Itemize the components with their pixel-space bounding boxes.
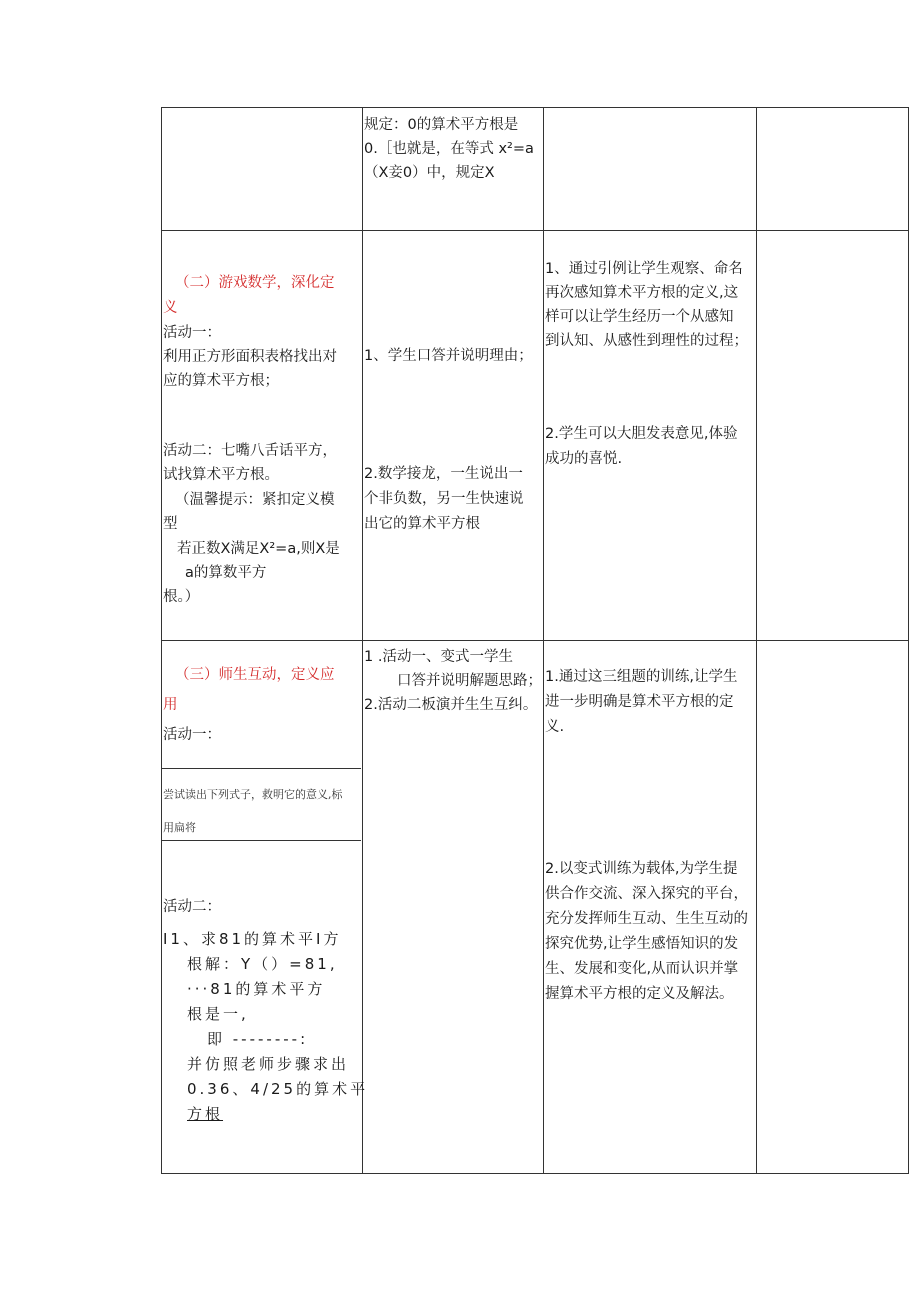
hint-line-1: （温馨提示：紧扣定义模 bbox=[175, 492, 335, 508]
example-line-1: I1、求81的算术平I方 bbox=[163, 930, 342, 948]
row-divider-2 bbox=[161, 640, 909, 641]
intent-1-line-3: 样可以让学生经历一个从感知 bbox=[545, 309, 734, 325]
activity-2-line-1: 活动二：七嘴八舌话平方， bbox=[163, 443, 337, 459]
intent-r3-2-line-3: 充分发挥师生互动、生生互动的 bbox=[545, 911, 748, 927]
intent-2-line-1: 2.学生可以大胆发表意见,体验 bbox=[545, 426, 738, 442]
intent-r3-1-line-2: 进一步明确是算术平方根的定 bbox=[545, 694, 734, 710]
hint-line-2: 型 bbox=[163, 516, 178, 532]
example-line-3: ···81的算术平方 bbox=[187, 980, 326, 998]
intent-r3-2-line-4: 探究优势,让学生感悟知识的发 bbox=[545, 936, 739, 952]
table-border-top bbox=[161, 107, 909, 108]
student-activity-2-line-3: 出它的算术平方根 bbox=[364, 516, 480, 532]
example-line-2: 根解：Y（）=81, bbox=[187, 955, 338, 973]
activity-1-label-r3: 活动一： bbox=[163, 727, 221, 743]
intent-r3-2-line-5: 生、发展和变化,从而认识并掌 bbox=[545, 961, 739, 977]
example-line-4: 根是一, bbox=[187, 1005, 249, 1023]
activity-1-text-1: 利用正方形面积表格找出对 bbox=[163, 349, 337, 365]
intent-1-line-1: 1、通过引例让学生观察、命名 bbox=[545, 261, 743, 277]
activity-1-label: 活动一： bbox=[163, 325, 221, 341]
student-activity-2-line-2: 个非负数，另一生快速说 bbox=[364, 491, 524, 507]
definition-line-1: 规定：0的算术平方根是 bbox=[364, 117, 519, 133]
activity-2-line-2: 试找算术平方根。 bbox=[163, 467, 279, 483]
hint-line-4: a的算数平方 bbox=[185, 565, 267, 581]
example-line-7: 0.36、4/25的算术平 bbox=[187, 1080, 369, 1098]
activity-2-label-r3: 活动二： bbox=[163, 899, 221, 915]
student-activity-2-line-1: 2.数学接龙，一生说出一 bbox=[364, 466, 523, 482]
intent-r3-1-line-1: 1.通过这三组题的训练,让学生 bbox=[545, 669, 738, 685]
lesson-plan-table bbox=[161, 107, 909, 1174]
example-line-8: 方根 bbox=[187, 1105, 224, 1123]
inner-divider-1 bbox=[161, 768, 361, 769]
definition-line-2: 0.［也就是，在等式 x²=a bbox=[364, 141, 534, 157]
hint-line-5: 根。） bbox=[163, 589, 200, 605]
section-title-2-line-1: （二）游戏数学，深化定 bbox=[175, 275, 335, 291]
section-title-2-line-2: 义 bbox=[163, 300, 178, 316]
intent-1-line-4: 到认知、从感性到理性的过程； bbox=[545, 333, 748, 349]
intent-2-line-2: 成功的喜悦. bbox=[545, 451, 623, 467]
example-line-5: 即 --------: bbox=[207, 1030, 309, 1048]
student-r3-line-2: 口答并说明解题思路； bbox=[397, 673, 542, 689]
table-border-bottom bbox=[161, 1173, 909, 1174]
student-r3-line-1: 1 .活动一、变式一学生 bbox=[364, 649, 513, 665]
student-r3-line-3: 2.活动二板演并生生互纠。 bbox=[364, 697, 538, 713]
section-title-3-line-2: 用 bbox=[163, 697, 178, 713]
hint-line-3: 若正数X满足X²=a,则X是 bbox=[177, 541, 340, 557]
exercise-prompt-line-1: 尝试读出下列式子，救明它的意义,标 bbox=[163, 788, 343, 801]
intent-r3-1-line-3: 义. bbox=[545, 719, 565, 735]
student-activity-1: 1、学生口答并说明理由； bbox=[364, 348, 533, 364]
intent-1-line-2: 再次感知算术平方根的定义,这 bbox=[545, 285, 739, 301]
intent-r3-2-line-6: 握算术平方根的定义及解法。 bbox=[545, 986, 734, 1002]
intent-r3-2-line-2: 供合作交流、深入探究的平台， bbox=[545, 886, 748, 902]
definition-line-3: （X妾0）中，规定X bbox=[364, 165, 495, 181]
activity-1-text-2: 应的算术平方根； bbox=[163, 373, 279, 389]
row-divider-1 bbox=[161, 230, 909, 231]
section-title-3-line-1: （三）师生互动，定义应 bbox=[175, 667, 335, 683]
exercise-prompt-line-2: 用扁将 bbox=[163, 821, 196, 834]
example-line-6: 并仿照老师步骤求出 bbox=[187, 1055, 350, 1073]
intent-r3-2-line-1: 2.以变式训练为载体,为学生提 bbox=[545, 861, 738, 877]
inner-divider-2 bbox=[161, 840, 361, 841]
